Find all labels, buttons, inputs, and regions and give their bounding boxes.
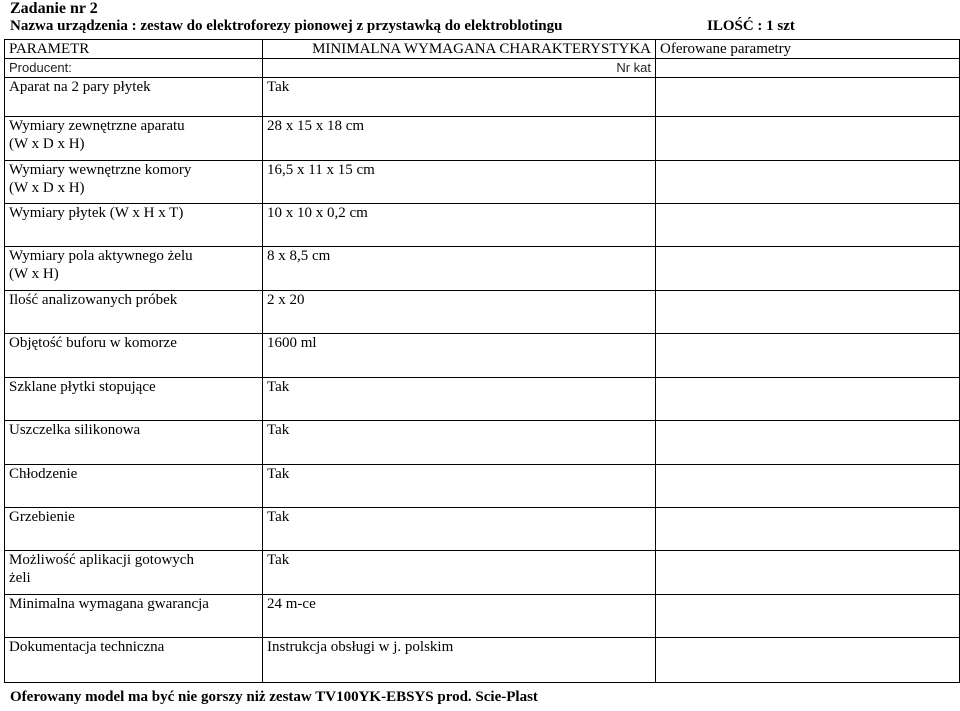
parameter-cell: Uszczelka silikonowa: [5, 421, 263, 465]
table-row: [5, 161, 960, 204]
parameter-cell: Możliwość aplikacji gotowych żeli: [5, 551, 263, 595]
table-row: [5, 378, 960, 421]
offered-cell: [656, 378, 960, 421]
table-row: [5, 334, 960, 378]
table-row: [5, 117, 960, 161]
footer-note: Oferowany model ma być nie gorszy niż zestaw TV100YK-EBSYS prod. Scie-Plast: [10, 689, 538, 705]
offered-cell: [656, 161, 960, 204]
requirement-cell: 24 m-ce: [263, 595, 656, 638]
offered-cell: [656, 204, 960, 247]
task-title: Zadanie nr 2: [10, 0, 98, 17]
requirement-cell: 8 x 8,5 cm: [263, 247, 656, 291]
table-row: [5, 465, 960, 508]
offered-cell: [656, 465, 960, 508]
device-name-line: [10, 18, 960, 35]
offered-cell: [656, 421, 960, 465]
requirement-cell: 2 x 20: [263, 291, 656, 334]
table-row: [5, 78, 960, 117]
parameter-cell: Ilość analizowanych próbek: [5, 291, 263, 334]
offered-cell: [656, 291, 960, 334]
table-row: [5, 551, 960, 595]
producer-row: [5, 59, 960, 78]
table-row: [5, 204, 960, 247]
parameter-cell: Szklane płytki stopujące: [5, 378, 263, 421]
parameter-cell: Wymiary zewnętrzne aparatu (W x D x H): [5, 117, 263, 161]
requirement-cell: 28 x 15 x 18 cm: [263, 117, 656, 161]
offered-cell: [656, 508, 960, 551]
header-parameter: PARAMETR: [5, 40, 263, 59]
specification-table: [4, 39, 960, 683]
table-row: [5, 638, 960, 683]
parameter-cell: Grzebienie: [5, 508, 263, 551]
parameter-cell: Wymiary płytek (W x H x T): [5, 204, 263, 247]
parameter-cell: Dokumentacja techniczna: [5, 638, 263, 683]
parameter-cell: Wymiary pola aktywnego żelu (W x H): [5, 247, 263, 291]
offered-cell: [656, 247, 960, 291]
producer-value: [656, 59, 960, 78]
table-row: [5, 291, 960, 334]
offered-cell: [656, 638, 960, 683]
parameter-cell: Wymiary wewnętrzne komory (W x D x H): [5, 161, 263, 204]
parameter-cell: Objętość buforu w komorze: [5, 334, 263, 378]
header-minimum: MINIMALNA WYMAGANA CHARAKTERYSTYKA: [263, 40, 656, 59]
requirement-cell: 10 x 10 x 0,2 cm: [263, 204, 656, 247]
requirement-cell: Tak: [263, 378, 656, 421]
parameter-cell: Aparat na 2 pary płytek: [5, 78, 263, 117]
header-offered: Oferowane parametry: [656, 40, 960, 59]
table-row: [5, 508, 960, 551]
producer-label: Producent:: [5, 59, 263, 78]
requirement-cell: Instrukcja obsługi w j. polskim: [263, 638, 656, 683]
catalog-label: Nr kat: [263, 59, 656, 78]
requirement-cell: Tak: [263, 465, 656, 508]
quantity: ILOŚĆ : 1 szt: [707, 18, 795, 34]
device-name: Nazwa urządzenia : zestaw do elektroforezy pionowej z przystawką do elektroblotingu: [10, 18, 563, 34]
offered-cell: [656, 595, 960, 638]
requirement-cell: Tak: [263, 551, 656, 595]
offered-cell: [656, 78, 960, 117]
requirement-cell: Tak: [263, 421, 656, 465]
table-row: [5, 421, 960, 465]
requirement-cell: 1600 ml: [263, 334, 656, 378]
requirement-cell: 16,5 x 11 x 15 cm: [263, 161, 656, 204]
offered-cell: [656, 334, 960, 378]
offered-cell: [656, 117, 960, 161]
offered-cell: [656, 551, 960, 595]
requirement-cell: Tak: [263, 508, 656, 551]
parameter-cell: Minimalna wymagana gwarancja: [5, 595, 263, 638]
table-row: [5, 247, 960, 291]
parameter-cell: Chłodzenie: [5, 465, 263, 508]
table-header-row: [5, 40, 960, 59]
requirement-cell: Tak: [263, 78, 656, 117]
table-row: [5, 595, 960, 638]
